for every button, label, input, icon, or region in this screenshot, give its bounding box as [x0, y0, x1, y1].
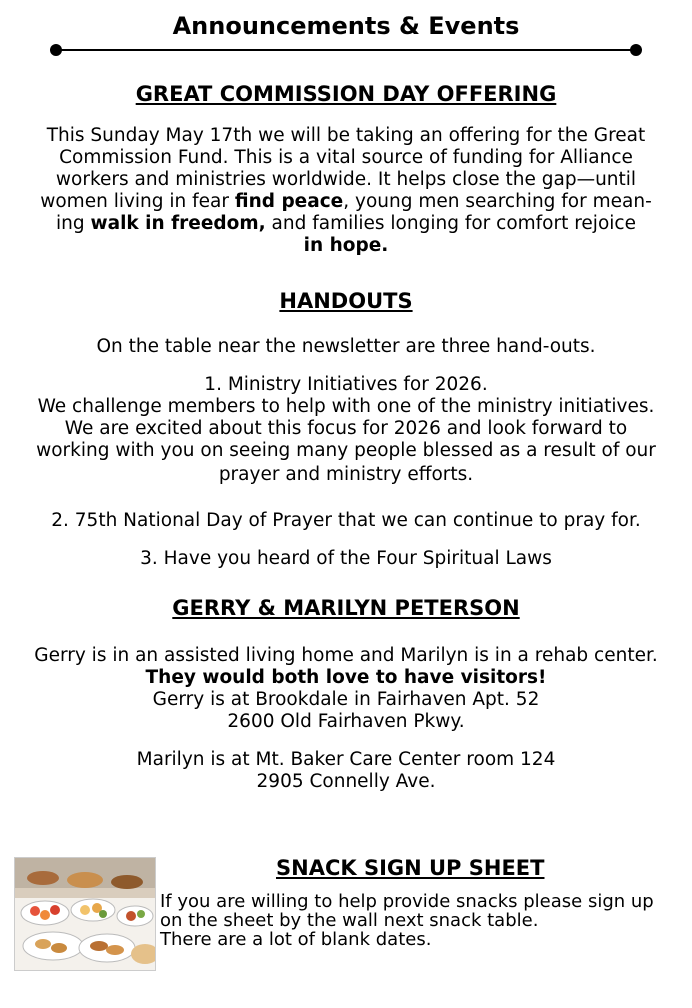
handout-item-3: 3. Have you heard of the Four Spiritual Laws: [140, 548, 552, 569]
page-title: Announcements & Events: [172, 12, 520, 40]
petersons-text: [0, 645, 692, 733]
handout-item-2: 2. 75th National Day of Prayer that we can continue to pray for.: [51, 510, 641, 531]
offering-line-1: This Sunday May 17th we will be taking an offering for the Great: [46, 125, 646, 146]
handouts-intro: On the table near the newsletter are three hand-outs.: [96, 336, 596, 357]
offering-line-2: Commission Fund. This is a vital source of funding for Alliance: [59, 147, 633, 168]
offering-title: GREAT COMMISSION DAY OFFERING: [135, 82, 557, 106]
offering-line-5-a: ing: [56, 213, 91, 234]
offering-line-5-c: and families longing for comfort rejoice: [265, 213, 636, 234]
handout-item-1-line-2: We are excited about this focus for 2026 and look forward to: [64, 418, 628, 439]
handout-item-1-line-1: We challenge members to help with one of the ministry initiatives.: [37, 396, 655, 417]
petersons-visitors: They would both love to have visitors!: [145, 667, 547, 688]
marilyn-text: [0, 749, 692, 793]
handout-item-1: [0, 374, 692, 486]
gerry-address-line-2: 2600 Old Fairhaven Pkwy.: [227, 711, 465, 732]
offering-in-hope: in hope.: [303, 235, 389, 256]
snack-title: SNACK SIGN UP SHEET: [276, 856, 545, 880]
handout-item-1-line-4: prayer and ministry efforts.: [218, 464, 474, 485]
gerry-address-line-1: Gerry is at Brookdale in Fairhaven Apt. 52: [152, 689, 540, 710]
divider-line: [56, 49, 636, 51]
offering-line-3: workers and ministries worldwide. It helps close the gap—until: [55, 169, 637, 190]
handouts-title: HANDOUTS: [279, 289, 413, 313]
offering-line-4: [0, 191, 692, 213]
snack-line-3: There are a lot of blank dates.: [160, 929, 432, 950]
offering-line-4-a: women living in fear: [40, 191, 235, 212]
handout-item-1-title: 1. Ministry Initiatives for 2026.: [204, 374, 488, 395]
snack-line-2: on the sheet by the wall next snack table.: [160, 910, 539, 931]
snack-text: [160, 892, 680, 949]
handout-item-1-line-3: working with you on seeing many people blessed as a result of our: [36, 440, 656, 461]
offering-find-peace: find peace: [234, 191, 344, 212]
petersons-title: GERRY & MARILYN PETERSON: [172, 596, 520, 620]
offering-line-6: [0, 235, 692, 257]
offering-line-5: [0, 213, 692, 235]
offering-line-4-c: , young men searching for mean-: [343, 191, 652, 212]
divider-dot-right: [630, 44, 642, 56]
snack-line-1: If you are willing to help provide snacks please sign up: [160, 891, 654, 912]
snack-table-photo: [14, 857, 156, 971]
offering-text: [0, 125, 692, 257]
offering-walk-in-freedom: walk in freedom,: [90, 213, 266, 234]
marilyn-address-line-1: Marilyn is at Mt. Baker Care Center room 124: [136, 749, 556, 770]
marilyn-address-line-2: 2905 Connelly Ave.: [256, 771, 436, 792]
petersons-line-1: Gerry is in an assisted living home and Marilyn is in a rehab center.: [34, 645, 658, 666]
